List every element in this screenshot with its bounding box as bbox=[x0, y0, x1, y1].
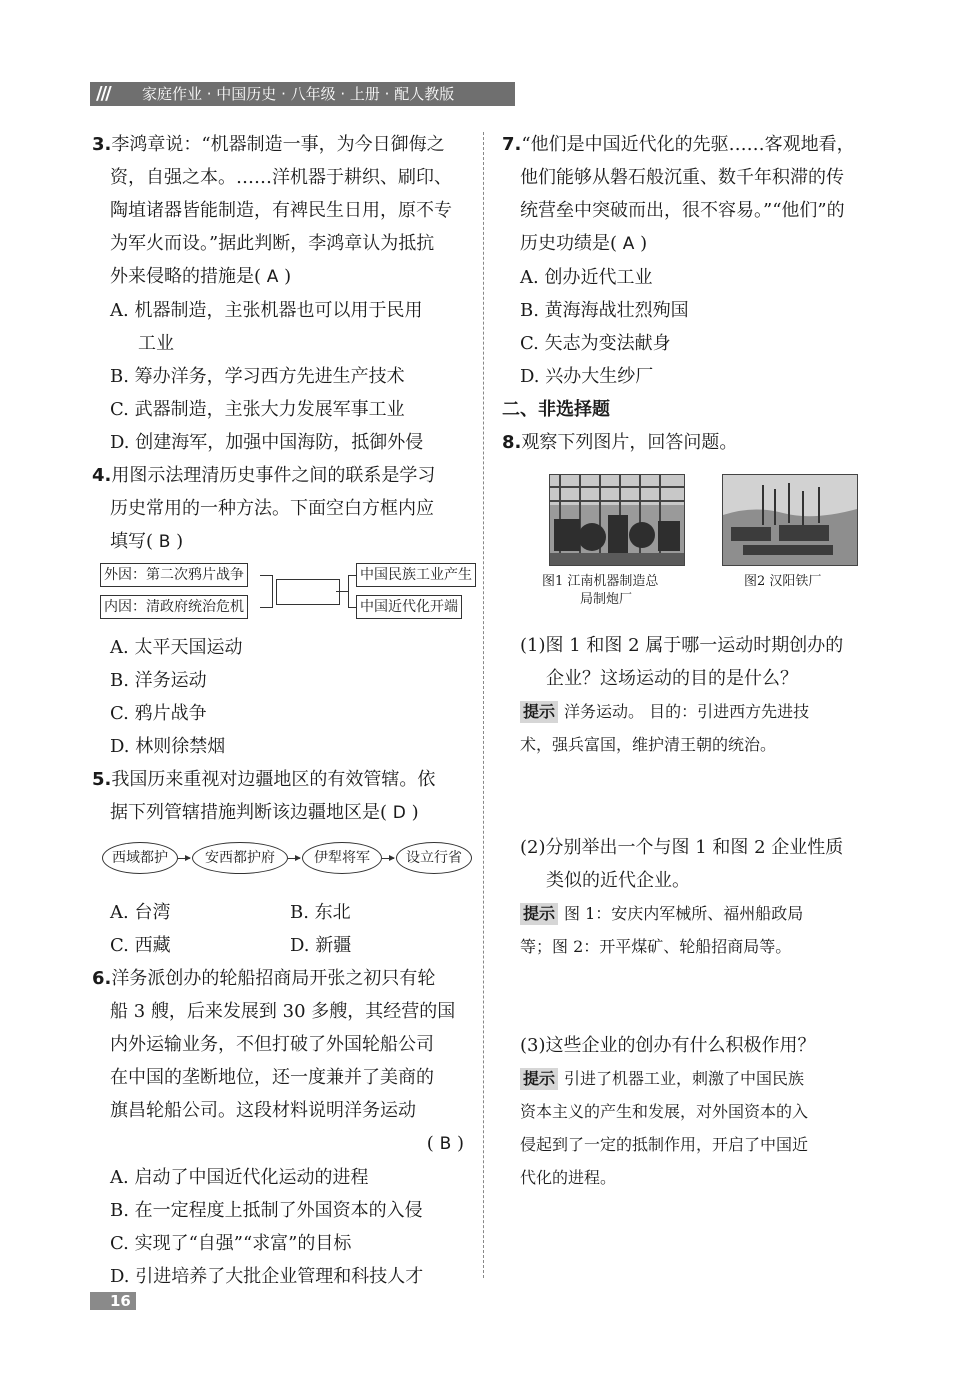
ellipse-step-3: 伊犁将军 bbox=[302, 842, 382, 874]
box-external-cause: 外因：第二次鸦片战争 bbox=[100, 563, 248, 587]
ellipse-step-4: 设立行省 bbox=[396, 842, 472, 874]
flow-diagram-q5 bbox=[102, 842, 482, 886]
option: D. 创建海军，加强中国海防，抵御外侵 bbox=[110, 432, 424, 453]
blank-box bbox=[276, 579, 340, 605]
option: B. 洋务运动 bbox=[110, 670, 207, 691]
option: A. 太平天国运动 bbox=[110, 637, 243, 658]
question-5: 5.我国历来重视对边疆地区的有效管辖。依 据下列管辖措施判断该边疆地区是( D ) 西域都护 安西都护府 伊犁将军 设立行省 A. 台湾 B. 东北 C. 西藏 D. 新疆 bbox=[92, 763, 470, 962]
left-column bbox=[92, 128, 470, 1293]
question-3: 3.李鸿章说：“机器制造一事，为今日御侮之 资，自强之本。……洋机器于耕织、刷印、 陶埴诸器皆能制造，有裨民生日用，原不专 为军火而设。”据此判断，李鸿章认为抵抗 外来侵略的措施是( A ) A. 机器制造，主张机器也可以用于民用 工业 B. 筹办洋务，学习西方先进生产技术 C. 武器制造，主张大力发展军事工业 D. 创建海军，加强中国海防，抵御外侵 bbox=[92, 128, 470, 459]
option: C. 西藏 bbox=[110, 935, 171, 956]
option: A. 启动了中国近代化运动的进程 bbox=[110, 1167, 369, 1188]
option: C. 鸦片战争 bbox=[110, 703, 207, 724]
option: B. 在一定程度上抵制了外国资本的入侵 bbox=[110, 1200, 423, 1221]
figures: 图1 江南机器制造总 局制炮厂 图2 汉阳铁厂 bbox=[502, 459, 882, 629]
option: C. 武器制造，主张大力发展军事工业 bbox=[110, 399, 405, 420]
column-divider bbox=[483, 132, 484, 1278]
option: A. 台湾 bbox=[110, 902, 171, 923]
option: B. 黄海海战壮烈殉国 bbox=[520, 300, 689, 321]
ellipse-step-1: 西域都护 bbox=[102, 842, 178, 874]
right-column bbox=[502, 128, 882, 1194]
box-modernization: 中国近代化开端 bbox=[356, 595, 462, 619]
question-6: 6.洋务派创办的轮船招商局开张之初只有轮 船 3 艘，后来发展到 30 多艘，其经营的国 内外运输业务，不但打破了外国轮船公司 在中国的垄断地位，还一度兼并了美商的 旗昌轮船公司。这段材料说明洋务运动 ( B ) A. 启动了中国近代化运动的进程 B. 在一定程度上抵制了外国资本的入侵 C. 实现了“自强”“求富”的目标 D. 引进培养了大批企业管理和科技人才 bbox=[92, 962, 470, 1293]
header-bar bbox=[90, 82, 515, 106]
ellipse-step-2: 安西都护府 bbox=[192, 842, 288, 874]
box-industry: 中国民族工业产生 bbox=[356, 563, 476, 587]
section-heading: 二、非选择题 bbox=[502, 399, 610, 420]
page-number-badge bbox=[90, 1292, 136, 1310]
header-slashes: /// bbox=[96, 83, 110, 104]
photo-jiangnan-arsenal bbox=[549, 474, 685, 566]
answer: A bbox=[266, 267, 279, 287]
hint-label: 提示 bbox=[520, 701, 558, 723]
header-title: 家庭作业 · 中国历史 · 八年级 · 上册 · 配人教版 bbox=[142, 85, 455, 103]
page-number: 16 bbox=[110, 1292, 131, 1310]
option: B. 东北 bbox=[290, 902, 351, 923]
option: D. 兴办大生纱厂 bbox=[520, 366, 654, 387]
option: D. 新疆 bbox=[290, 935, 352, 956]
flow-diagram-q4 bbox=[100, 563, 480, 625]
box-internal-cause: 内因：清政府统治危机 bbox=[100, 595, 248, 619]
option: D. 林则徐禁烟 bbox=[110, 736, 226, 757]
answer: A bbox=[622, 234, 635, 254]
option: C. 矢志为变法献身 bbox=[520, 333, 671, 354]
answer: B bbox=[439, 1134, 452, 1154]
option: D. 引进培养了大批企业管理和科技人才 bbox=[110, 1266, 424, 1287]
option: A. 机器制造，主张机器也可以用于民用 bbox=[110, 300, 423, 321]
option: B. 筹办洋务，学习西方先进生产技术 bbox=[110, 366, 405, 387]
option: A. 创办近代工业 bbox=[520, 267, 653, 288]
question-7: 7.“他们是中国近代化的先驱……客观地看， 他们能够从磐石般沉重、数千年积滞的传 统营垒中突破而出，很不容易。”“他们”的 历史功绩是( A ) A. 创办近代工业 B. 黄海海战壮烈殉国 C. 矢志为变法献身 D. 兴办大生纱厂 bbox=[502, 128, 882, 393]
answer: B bbox=[158, 532, 171, 552]
question-4: 4.用图示法理清历史事件之间的联系是学习 历史常用的一种方法。下面空白方框内应 填写( B ) 外因：第二次鸦片战争 内因：清政府统治危机 中国民族工业产生 中国近代化开端 A. 太平天国运动 B. 洋务运动 C. 鸦片战争 D. 林则徐禁烟 bbox=[92, 459, 470, 763]
hint-label: 提示 bbox=[520, 903, 558, 925]
option: C. 实现了“自强”“求富”的目标 bbox=[110, 1233, 352, 1254]
photo-hanyang-ironworks bbox=[722, 474, 858, 566]
question-8: 8.观察下列图片，回答问题。 图1 江南机器制造总 局制炮厂 图2 汉阳铁厂 (1)图 1 和图 2 属于哪一运动时期创办的 企业？这场运动的目的是什么？ 提示 洋务运动。 目的：引进西方先进技 术，强兵富国，维护清王朝的统治。 (2)分别举出一个与图 1 和图 2 企业性质 类似的近代企业。 提示 图 1：安庆内军械所、福州船政局 等；图 2：开平煤矿、轮船招商局等。 (3)这些企业的创办有什么积极作用？ 提示 引进了机器工业，刺激了中国民族 资本主义的产生和发展，对外国资本的入 侵起到了一定的抵制作用，开启了中国近 代化的进程。 bbox=[502, 426, 882, 1194]
hint-label: 提示 bbox=[520, 1068, 558, 1090]
answer: D bbox=[392, 803, 406, 823]
